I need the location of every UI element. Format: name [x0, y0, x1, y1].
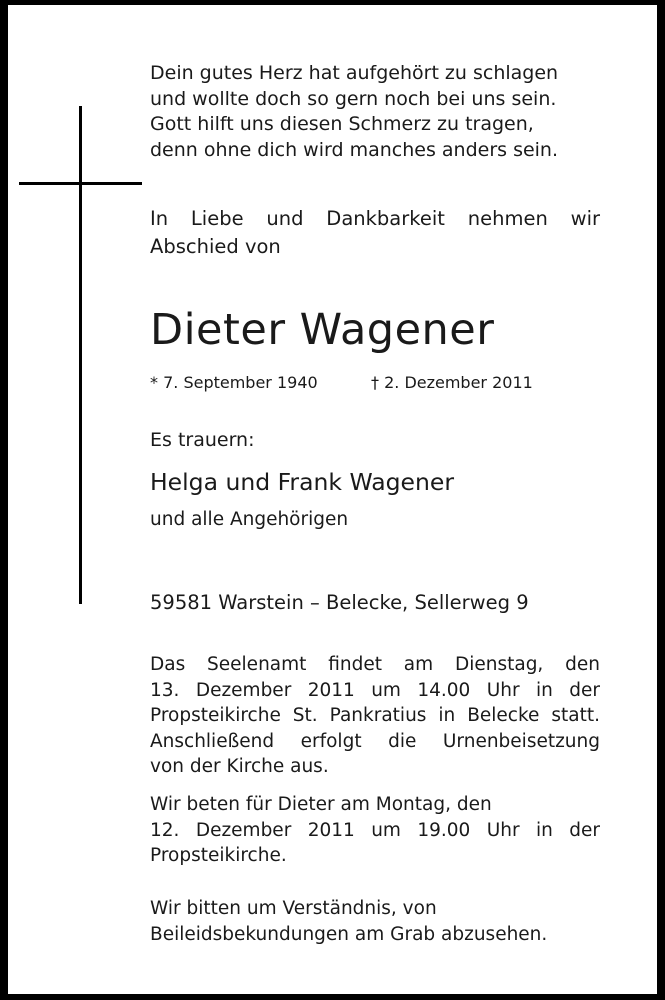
service-line: 13. Dezember 2011 um 14.00 Uhr in der	[150, 679, 600, 701]
mourners-relatives: und alle Angehörigen	[150, 509, 349, 530]
death-date: † 2. Dezember 2011	[371, 373, 533, 392]
family-address: 59581 Warstein – Belecke, Sellerweg 9	[150, 591, 529, 614]
cross-icon-horizontal-bar	[19, 182, 142, 185]
verse-line: Dein gutes Herz hat aufgehört zu schlagen	[150, 62, 559, 84]
verse-line: denn ohne dich wird manches anders sein.	[150, 138, 559, 161]
condolence-request	[150, 896, 600, 947]
prayer-paragraph	[150, 792, 600, 869]
cross-icon-vertical-bar	[79, 106, 82, 604]
intro-line: Abschied von	[150, 235, 281, 258]
verse-line: Gott hilft uns diesen Schmerz zu tragen,	[150, 113, 534, 135]
request-line: Wir bitten um Verständnis, von	[150, 898, 437, 919]
mourners-heading: Es trauern:	[150, 429, 255, 451]
service-line: Anschließend erfolgt die Urnenbeisetzung	[150, 730, 600, 752]
request-line: Beileidsbekundungen am Grab abzusehen.	[150, 923, 548, 945]
deceased-name: Dieter Wagener	[150, 305, 495, 355]
prayer-line: 12. Dezember 2011 um 19.00 Uhr in der	[150, 819, 600, 841]
life-dates	[150, 372, 533, 394]
farewell-intro	[150, 205, 600, 261]
intro-line: In Liebe und Dankbarkeit nehmen wir	[150, 207, 600, 230]
prayer-line: Propsteikirche.	[150, 845, 287, 866]
mourners-family: Helga und Frank Wagener	[150, 468, 454, 496]
service-line: Propsteikirche St. Pankratius in Belecke statt.	[150, 705, 600, 726]
verse-line: und wollte doch so gern noch bei uns sein.	[150, 87, 557, 110]
service-paragraph	[150, 652, 600, 780]
service-line: von der Kirche aus.	[150, 756, 329, 777]
birth-date: * 7. September 1940	[150, 373, 318, 392]
prayer-line: Wir beten für Dieter am Montag, den	[150, 794, 492, 815]
service-line: Das Seelenamt findet am Dienstag, den	[150, 654, 600, 675]
memorial-verse	[150, 61, 558, 163]
